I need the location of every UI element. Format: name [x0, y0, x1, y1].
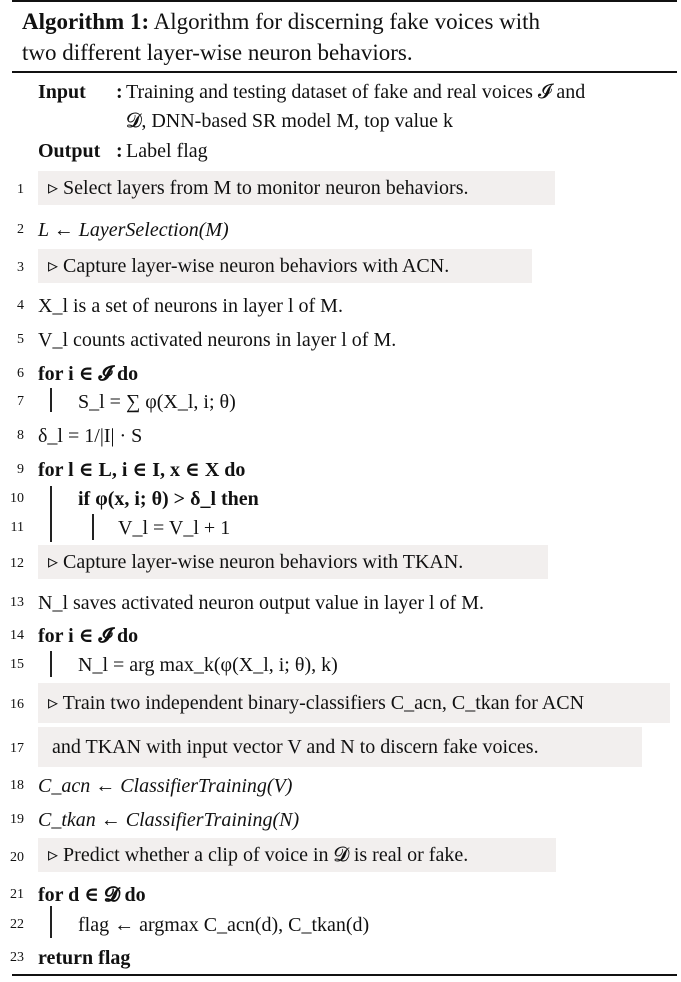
indent-bar: [92, 514, 94, 540]
line-number: 12: [10, 556, 24, 571]
statement-text: C_tkan ← ClassifierTraining(N): [38, 809, 300, 831]
algo-line-16: [0, 689, 681, 719]
algo-line-9: [0, 454, 681, 484]
comment-text: ▹ Predict whether a clip of voice in 𝓓 is real or fake.: [48, 844, 469, 866]
line-number: 4: [17, 298, 24, 313]
caption-rule: [12, 71, 677, 73]
algo-line-13: [0, 587, 681, 617]
statement-text: L ← LayerSelection(M): [38, 219, 229, 241]
line-number: 7: [17, 394, 24, 409]
line-number: 22: [10, 917, 24, 932]
line-number: 14: [10, 628, 24, 643]
caption-line1: Algorithm for discerning fake voices with: [153, 9, 541, 34]
line-number: 18: [10, 778, 24, 793]
statement-text: δ_l = 1/|I| · S: [38, 425, 143, 447]
output-separator: :: [116, 140, 123, 162]
line-number: 5: [17, 332, 24, 347]
algo-line-8: [0, 420, 681, 450]
input-label: Input: [38, 81, 86, 103]
algo-line-2: [0, 214, 681, 244]
line-number: 17: [10, 741, 24, 756]
input-row: [38, 78, 586, 107]
line-number: 3: [17, 260, 24, 275]
comment-box: [38, 171, 555, 205]
comment-text: ▹ Select layers from M to monitor neuron behaviors.: [48, 177, 469, 199]
algo-line-22: [0, 909, 681, 939]
comment-text: ▹ Train two independent binary-classifiers C_acn, C_tkan for ACN: [48, 692, 585, 714]
statement-text: C_acn ← ClassifierTraining(V): [38, 775, 293, 797]
algo-line-10: [0, 483, 681, 513]
algo-line-14: [0, 620, 681, 650]
line-number: 21: [10, 887, 24, 902]
comment-text: ▹ Capture layer-wise neuron behaviors with TKAN.: [48, 551, 464, 573]
line-number: 13: [10, 595, 24, 610]
comment-box: [38, 249, 532, 283]
output-row: [38, 137, 208, 166]
algo-line-23: [0, 942, 681, 972]
line-number: 6: [17, 366, 24, 381]
bottom-rule: [12, 974, 677, 976]
statement-text: V_l counts activated neurons in layer l of M.: [38, 329, 397, 351]
algo-line-5: [0, 324, 681, 354]
line-number: 9: [17, 462, 24, 477]
comment-text: ▹ Capture layer-wise neuron behaviors with ACN.: [48, 255, 450, 277]
comment-box: [38, 683, 670, 723]
algo-line-1: [0, 174, 681, 204]
line-number: 23: [10, 950, 24, 965]
top-rule: [12, 0, 677, 2]
algo-line-4: [0, 290, 681, 320]
comment-box: [38, 727, 642, 767]
caption-line2: two different layer-wise neuron behaviors.: [22, 40, 413, 65]
algo-line-6: [0, 358, 681, 388]
line-number: 1: [17, 182, 24, 197]
comment-box: [38, 545, 548, 579]
algo-line-21: [0, 879, 681, 909]
indent-bar: [50, 486, 52, 542]
indent-bar: [50, 651, 52, 677]
input-line1: Training and testing dataset of fake and real voices 𝓘 and: [126, 81, 586, 103]
algo-line-12: [0, 548, 681, 578]
output-value: Label flag: [126, 140, 208, 162]
line-number: 20: [10, 850, 24, 865]
algorithm-caption: [22, 6, 672, 68]
statement-text: if φ(x, i; θ) > δ_l then: [78, 488, 259, 510]
algo-line-20: [0, 842, 681, 872]
statement-text: for d ∈ 𝓓 do: [38, 884, 146, 906]
indent-bar: [50, 388, 52, 412]
comment-box: [38, 838, 556, 872]
line-number: 16: [10, 697, 24, 712]
algo-line-3: [0, 252, 681, 282]
input-separator: :: [116, 81, 123, 103]
statement-text: X_l is a set of neurons in layer l of M.: [38, 295, 343, 317]
input-line2: 𝓓, DNN-based SR model M, top value k: [126, 110, 453, 132]
statement-text: for i ∈ 𝓘 do: [38, 363, 139, 385]
comment-text: and TKAN with input vector V and N to discern fake voices.: [52, 736, 539, 758]
algo-line-19: [0, 804, 681, 834]
statement-text: flag ← argmax C_acn(d), C_tkan(d): [78, 914, 370, 936]
line-number: 11: [10, 520, 24, 535]
algo-line-11: [0, 512, 681, 542]
algo-line-15: [0, 649, 681, 679]
statement-text: for l ∈ L, i ∈ I, x ∈ X do: [38, 459, 246, 481]
statement-text: return flag: [38, 947, 131, 969]
line-number: 8: [17, 428, 24, 443]
line-number: 15: [10, 657, 24, 672]
line-number: 19: [10, 812, 24, 827]
line-number: 10: [10, 491, 24, 506]
statement-text: V_l = V_l + 1: [118, 517, 231, 539]
algo-line-17: [0, 733, 681, 763]
statement-text: N_l = arg max_k(φ(X_l, i; θ), k): [78, 654, 338, 676]
statement-text: S_l = ∑ φ(X_l, i; θ): [78, 391, 236, 413]
indent-bar: [50, 906, 52, 938]
algo-line-18: [0, 770, 681, 800]
line-number: 2: [17, 222, 24, 237]
caption-label: Algorithm 1:: [22, 9, 150, 34]
statement-text: N_l saves activated neuron output value in layer l of M.: [38, 592, 484, 614]
algo-line-7: [0, 386, 681, 416]
statement-text: for i ∈ 𝓘 do: [38, 625, 139, 647]
output-label: Output: [38, 140, 101, 162]
